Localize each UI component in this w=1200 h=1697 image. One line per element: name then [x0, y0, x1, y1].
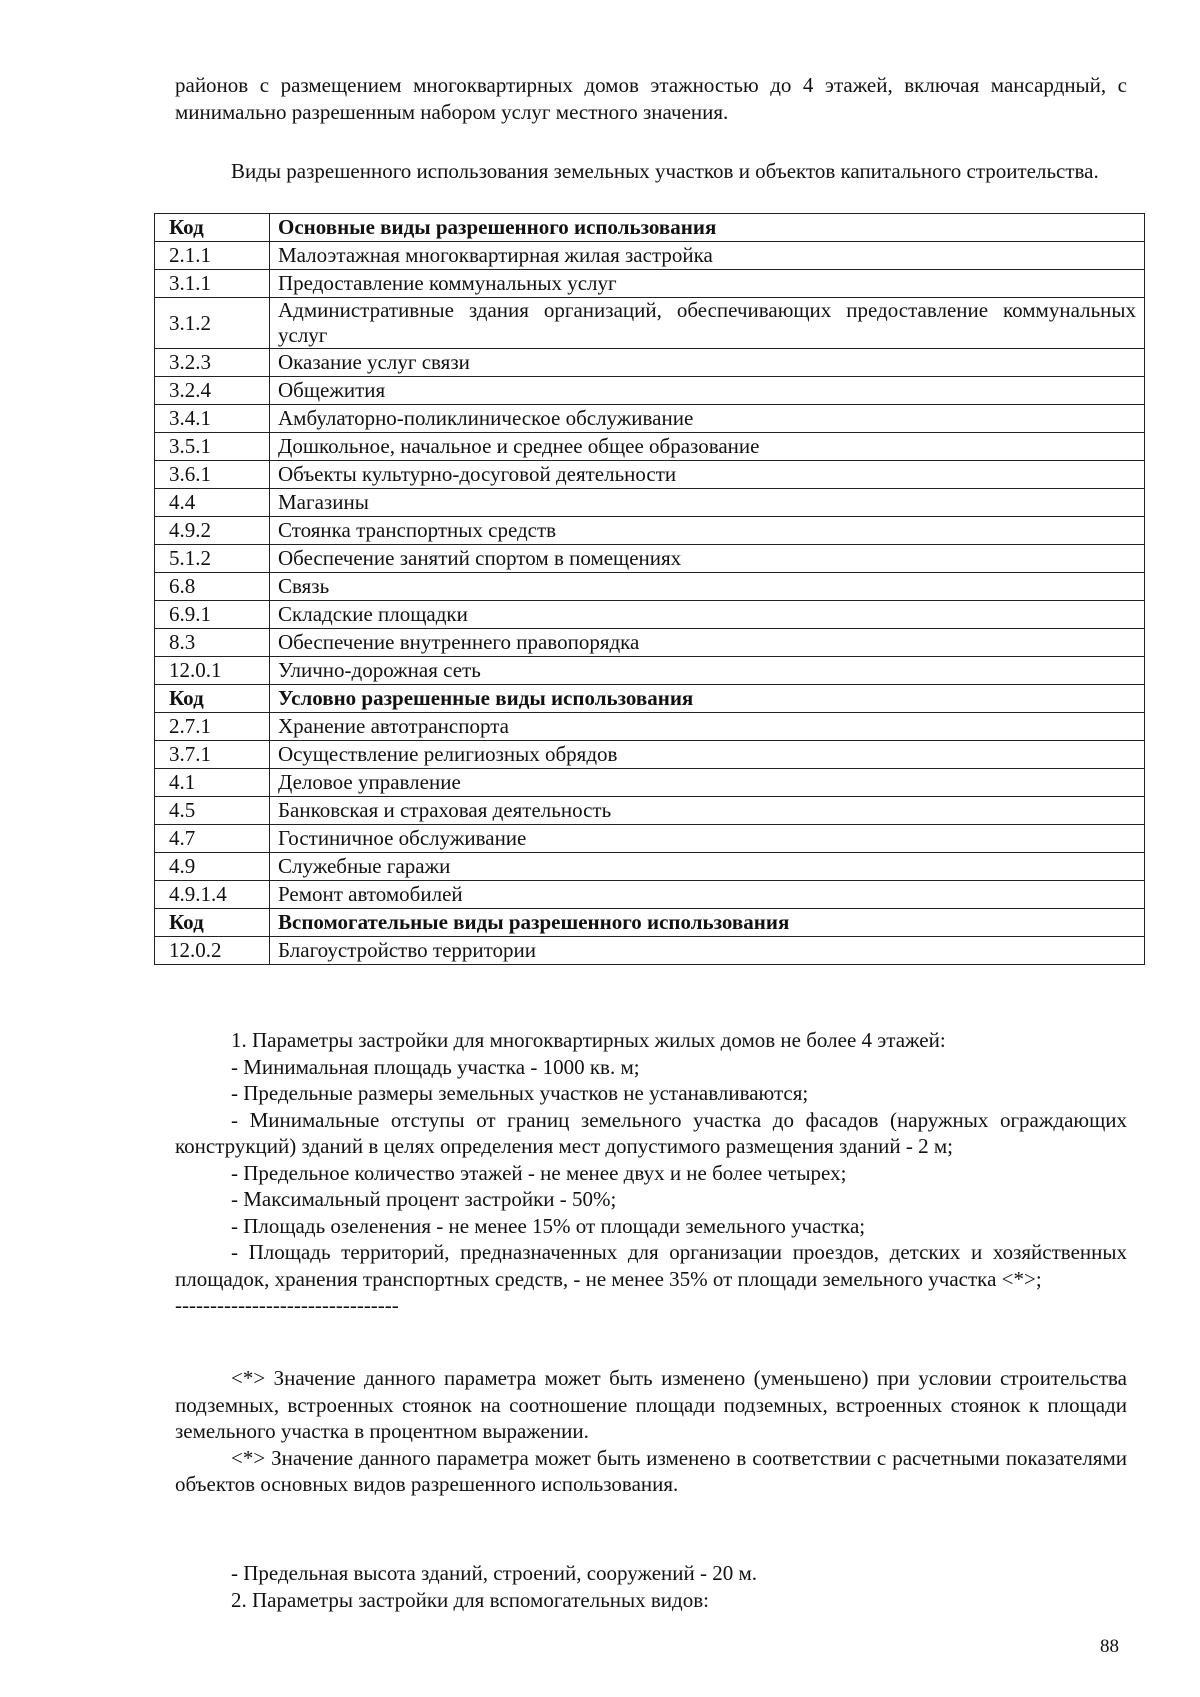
row-name: Ремонт автомобилей: [270, 881, 1145, 909]
header-code: Код: [155, 685, 270, 713]
table-row: [155, 517, 1145, 545]
table-row: [155, 377, 1145, 405]
permitted-uses-table: [154, 213, 1145, 965]
row-name: Административные здания организаций, обеспечивающих предоставление коммунальных услуг: [270, 298, 1145, 349]
table-row: [155, 657, 1145, 685]
row-name: Улично-дорожная сеть: [270, 657, 1145, 685]
row-name: Связь: [270, 573, 1145, 601]
params-heading: 1. Параметры застройки для многоквартирных жилых домов не более 4 этажей:: [231, 1028, 946, 1052]
param-min-area: - Минимальная площадь участка - 1000 кв. м;: [231, 1054, 640, 1079]
table-row: [155, 937, 1145, 965]
parameters-section: [175, 1027, 1127, 1319]
row-name: Благоустройство территории: [270, 937, 1145, 965]
param-driveways: - Площадь территорий, предназначенных для организации проездов, детских и хозяйственных площадок, хранения транспортных средств, - не менее 35% от площади земельного участка <*>;: [175, 1240, 1127, 1291]
row-code: 3.7.1: [155, 741, 270, 769]
row-code: 6.8: [155, 573, 270, 601]
row-code: 6.9.1: [155, 601, 270, 629]
row-name: Магазины: [270, 489, 1145, 517]
header-title: Основные виды разрешенного использования: [270, 214, 1145, 242]
row-code: 12.0.1: [155, 657, 270, 685]
row-name: Осуществление религиозных обрядов: [270, 741, 1145, 769]
row-name: Служебные гаражи: [270, 853, 1145, 881]
table-row: [155, 573, 1145, 601]
row-code: 3.2.4: [155, 377, 270, 405]
page-number: 88: [1100, 1636, 1119, 1657]
table-row: [155, 769, 1145, 797]
row-code: 4.9.2: [155, 517, 270, 545]
table-row: [155, 349, 1145, 377]
table-header-main: [155, 214, 1145, 242]
row-name: Предоставление коммунальных услуг: [270, 270, 1145, 298]
footnotes: [175, 1365, 1127, 1498]
row-name: Банковская и страховая деятельность: [270, 797, 1145, 825]
table-row: [155, 461, 1145, 489]
intro-paragraph: районов с размещением многоквартирных домов этажностью до 4 этажей, включая мансардный, с минимально разрешенным набором услуг местного значения.: [175, 73, 1127, 124]
types-intro-paragraph: Виды разрешенного использования земельных участков и объектов капитального строительства.: [231, 159, 1099, 183]
param-setbacks: - Минимальные отступы от границ земельного участка до фасадов (наружных ограждающих конструкций) зданий в целях определения мест допустимого размещения зданий - 2 м;: [175, 1107, 1127, 1158]
table-header-conditional: [155, 685, 1145, 713]
table-row: [155, 242, 1145, 270]
table-row: [155, 489, 1145, 517]
table-row: [155, 545, 1145, 573]
row-name: Деловое управление: [270, 769, 1145, 797]
table-row: [155, 405, 1145, 433]
header-title: Вспомогательные виды разрешенного использования: [270, 909, 1145, 937]
row-name: Малоэтажная многоквартирная жилая застройка: [270, 242, 1145, 270]
row-code: 3.1.1: [155, 270, 270, 298]
row-code: 2.7.1: [155, 713, 270, 741]
param-coverage: - Максимальный процент застройки - 50%;: [231, 1187, 617, 1211]
aux-params-heading: 2. Параметры застройки для вспомогательных видов:: [231, 1587, 709, 1612]
row-name: Обеспечение внутреннего правопорядка: [270, 629, 1145, 657]
row-code: 4.9.1.4: [155, 881, 270, 909]
param-max-height: - Предельная высота зданий, строений, сооружений - 20 м.: [231, 1561, 758, 1585]
row-name: Амбулаторно-поликлиническое обслуживание: [270, 405, 1145, 433]
row-code: 4.5: [155, 797, 270, 825]
param-floors: - Предельное количество этажей - не менее двух и не более четырех;: [231, 1160, 847, 1185]
row-code: 3.4.1: [155, 405, 270, 433]
table-row: [155, 601, 1145, 629]
table-header-auxiliary: [155, 909, 1145, 937]
row-code: 2.1.1: [155, 242, 270, 270]
row-code: 3.5.1: [155, 433, 270, 461]
footnote-separator: --------------------------------: [175, 1293, 399, 1317]
row-name: Дошкольное, начальное и среднее общее образование: [270, 433, 1145, 461]
row-code: 8.3: [155, 629, 270, 657]
table-row: [155, 741, 1145, 769]
table-row: [155, 629, 1145, 657]
row-name: Стоянка транспортных средств: [270, 517, 1145, 545]
param-max-sizes: - Предельные размеры земельных участков не устанавливаются;: [231, 1081, 809, 1105]
row-code: 3.1.2: [155, 298, 270, 349]
header-title: Условно разрешенные виды использования: [270, 685, 1145, 713]
row-name: Общежития: [270, 377, 1145, 405]
row-code: 4.9: [155, 853, 270, 881]
row-code: 5.1.2: [155, 545, 270, 573]
header-code: Код: [155, 214, 270, 242]
table-row: [155, 713, 1145, 741]
row-name: Объекты культурно-досуговой деятельности: [270, 461, 1145, 489]
row-name: Гостиничное обслуживание: [270, 825, 1145, 853]
footer-section: [175, 1560, 1127, 1613]
table-row: [155, 270, 1145, 298]
row-code: 3.2.3: [155, 349, 270, 377]
row-code: 12.0.2: [155, 937, 270, 965]
table-row: [155, 853, 1145, 881]
row-name: Оказание услуг связи: [270, 349, 1145, 377]
table-row: [155, 433, 1145, 461]
table-row: [155, 797, 1145, 825]
footnote-1: <*> Значение данного параметра может быть изменено (уменьшено) при условии строительства подземных, встроенных стоянок на соотношение площади подземных, встроенных стоянок к площади земельного участка в процентном выражении.: [175, 1366, 1127, 1443]
table-row: [155, 881, 1145, 909]
row-code: 4.1: [155, 769, 270, 797]
row-name: Обеспечение занятий спортом в помещениях: [270, 545, 1145, 573]
param-greenery: - Площадь озеленения - не менее 15% от площади земельного участка;: [231, 1213, 866, 1238]
table-row: [155, 825, 1145, 853]
table-row: [155, 298, 1145, 349]
row-code: 4.4: [155, 489, 270, 517]
row-name: Хранение автотранспорта: [270, 713, 1145, 741]
row-code: 3.6.1: [155, 461, 270, 489]
row-code: 4.7: [155, 825, 270, 853]
header-code: Код: [155, 909, 270, 937]
footnote-2: <*> Значение данного параметра может быть изменено в соответствии с расчетными показателями объектов основных видов разрешенного использования.: [175, 1445, 1127, 1496]
row-name: Складские площадки: [270, 601, 1145, 629]
